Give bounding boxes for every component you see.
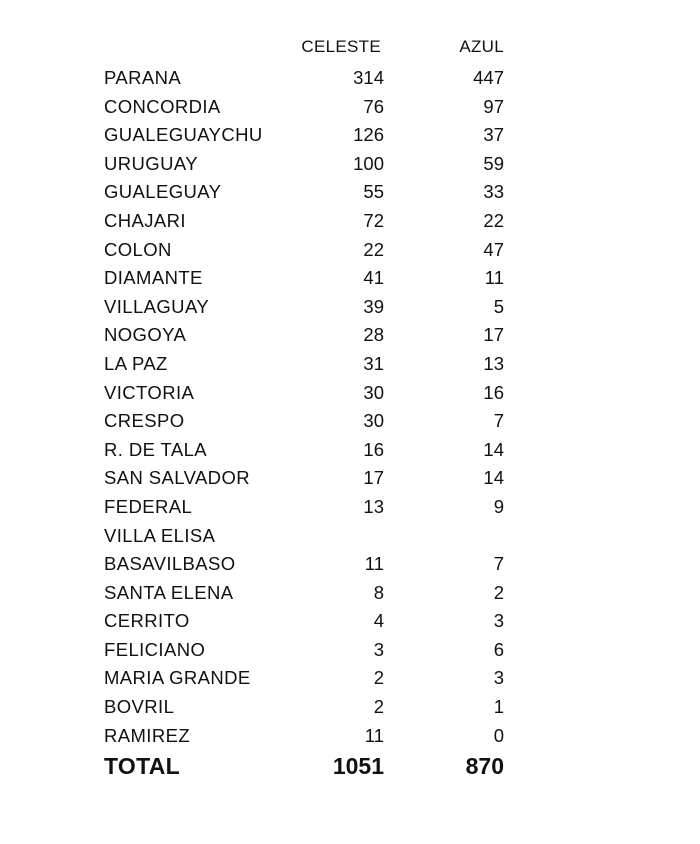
table-row <box>0 550 700 579</box>
column-header-azul: AZUL <box>459 37 504 56</box>
row-celeste-value: 11 <box>364 724 384 746</box>
table-row <box>0 178 700 207</box>
row-location-name: CRESPO <box>104 410 185 432</box>
row-celeste-value: 39 <box>363 295 384 317</box>
row-celeste-value: 4 <box>373 610 384 632</box>
row-location-name: SAN SALVADOR <box>104 467 250 489</box>
row-location-name: NOGOYA <box>104 324 187 346</box>
row-celeste-value: 314 <box>353 67 384 88</box>
row-azul-value: 7 <box>493 410 504 432</box>
row-location-name: CERRITO <box>104 610 190 632</box>
table-row <box>0 93 700 122</box>
row-location-name: CONCORDIA <box>104 95 221 117</box>
row-azul-value: 1 <box>493 696 504 718</box>
row-celeste-value: 72 <box>363 209 384 231</box>
row-celeste-value: 22 <box>363 238 384 260</box>
row-location-name: VILLA ELISA <box>104 524 216 546</box>
table-row <box>0 636 700 665</box>
table-row <box>0 436 700 465</box>
row-azul-value: 97 <box>483 95 504 117</box>
row-azul-value: 47 <box>483 238 504 260</box>
row-azul-value: 37 <box>483 124 504 146</box>
row-azul-value: 14 <box>483 467 504 489</box>
row-celeste-value: 17 <box>363 467 384 489</box>
table-row <box>0 350 700 379</box>
table-row <box>0 121 700 150</box>
row-celeste-value: 126 <box>353 124 384 146</box>
row-location-name: VILLAGUAY <box>104 295 210 317</box>
row-location-name: GUALEGUAYCHU <box>104 124 263 146</box>
table-row <box>0 64 700 93</box>
row-azul-value: 33 <box>483 181 504 203</box>
row-azul-value: 11 <box>484 267 504 289</box>
row-azul-value: 22 <box>483 209 504 231</box>
row-location-name: SANTA ELENA <box>104 581 234 603</box>
row-location-name: RAMIREZ <box>104 724 191 746</box>
row-location-name: FELICIANO <box>104 638 206 660</box>
row-location-name: COLON <box>104 238 172 260</box>
table-row <box>0 207 700 236</box>
row-azul-value: 447 <box>473 67 504 88</box>
row-celeste-value: 41 <box>363 267 384 289</box>
row-azul-value: 0 <box>493 724 504 746</box>
table-row <box>0 522 700 551</box>
table-row <box>0 264 700 293</box>
row-azul-value: 3 <box>493 610 504 632</box>
row-location-name: PARANA <box>104 67 182 88</box>
row-celeste-value: 16 <box>363 438 384 460</box>
table-row <box>0 607 700 636</box>
row-azul-value: 14 <box>483 438 504 460</box>
table-row <box>0 464 700 493</box>
row-azul-value: 59 <box>483 152 504 174</box>
row-celeste-value: 55 <box>363 181 384 203</box>
row-celeste-value: 3 <box>373 638 384 660</box>
row-location-name: VICTORIA <box>104 381 195 403</box>
row-celeste-value: 30 <box>363 410 384 432</box>
row-azul-value: 7 <box>493 553 504 575</box>
row-location-name: R. DE TALA <box>104 438 208 460</box>
row-azul-value: 2 <box>493 581 504 603</box>
row-azul-value: 16 <box>483 381 504 403</box>
row-location-name: LA PAZ <box>104 352 168 374</box>
table-row <box>0 664 700 693</box>
table-row <box>0 693 700 722</box>
row-celeste-value: 8 <box>373 581 384 603</box>
row-celeste-value: 11 <box>364 553 384 575</box>
row-location-name: BOVRIL <box>104 696 175 718</box>
table-row <box>0 493 700 522</box>
row-celeste-value: 31 <box>363 352 384 374</box>
row-celeste-value: 76 <box>363 95 384 117</box>
total-azul: 870 <box>465 753 504 779</box>
row-location-name: URUGUAY <box>104 152 198 174</box>
row-celeste-value: 2 <box>373 696 384 718</box>
table-row <box>0 722 700 751</box>
row-azul-value: 13 <box>483 352 504 374</box>
row-celeste-value: 30 <box>363 381 384 403</box>
table-row <box>0 379 700 408</box>
row-celeste-value: 100 <box>353 152 384 174</box>
table-header <box>0 37 700 61</box>
row-location-name: BASAVILBASO <box>104 553 236 575</box>
row-location-name: MARIA GRANDE <box>104 667 251 689</box>
table-row <box>0 236 700 265</box>
row-azul-value: 6 <box>493 638 504 660</box>
row-location-name: GUALEGUAY <box>104 181 222 203</box>
row-location-name: CHAJARI <box>104 209 186 231</box>
column-header-celeste: CELESTE <box>301 37 381 56</box>
row-azul-value: 5 <box>493 295 504 317</box>
row-celeste-value: 28 <box>363 324 384 346</box>
row-celeste-value: 13 <box>363 495 384 517</box>
row-azul-value: 3 <box>493 667 504 689</box>
total-celeste: 1051 <box>332 753 384 779</box>
row-location-name: FEDERAL <box>104 495 193 517</box>
table-row <box>0 150 700 179</box>
row-azul-value: 9 <box>493 495 504 517</box>
total-row <box>0 750 700 782</box>
total-label: TOTAL <box>104 753 181 779</box>
row-azul-value: 17 <box>483 324 504 346</box>
table-row <box>0 579 700 608</box>
table-row <box>0 321 700 350</box>
row-location-name: DIAMANTE <box>104 267 203 289</box>
table-body <box>0 64 700 750</box>
table-row <box>0 293 700 322</box>
table-row <box>0 407 700 436</box>
row-celeste-value: 2 <box>373 667 384 689</box>
